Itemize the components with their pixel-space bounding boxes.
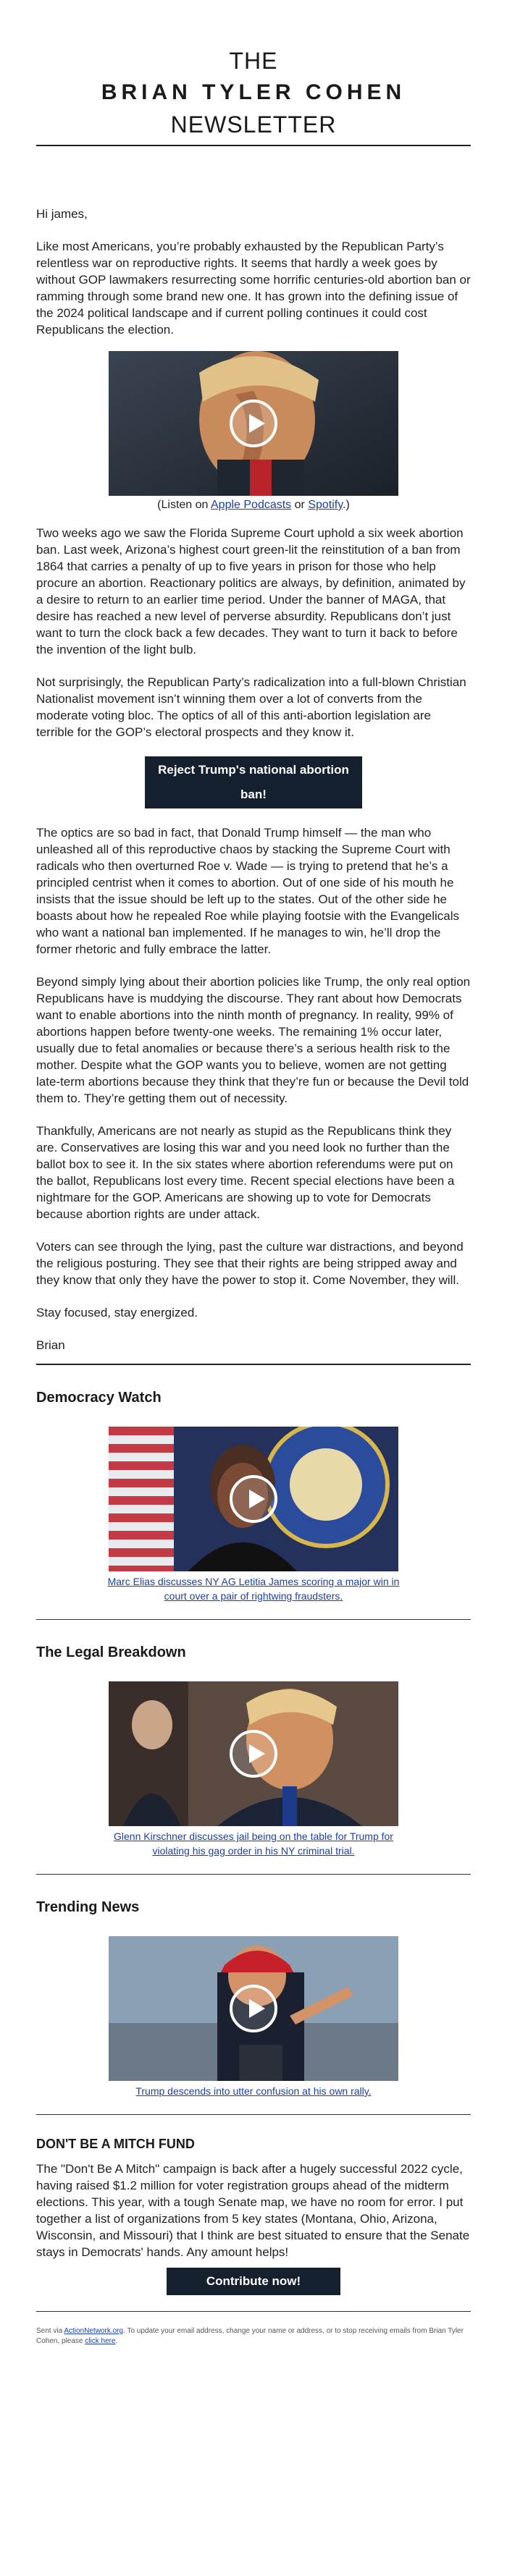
paragraph-1: Like most Americans, you’re probably exhausted by the Republican Party’s relentless war on reproductive rights. It seems that hardly a week goes by without GOP lawmakers resurrecting some horrific centuries-old abortion ban or ramming through some brand new one. It has grown into the defining issue of the 2024 political landscape and if current polling continues it could cost Republicans the election. <box>36 240 471 337</box>
mitch-fund-title: DON'T BE A MITCH FUND <box>36 2137 195 2151</box>
paragraph-5: Beyond simply lying about their abortion policies like Trump, the only real option Republicans have is muddying the discourse. They rant about how Democrats want to enable abortions into the ninth month of pregnancy. In reality, 99% of abortions happen before twenty-one weeks. The remaining 1% occur later, usually due to fetal anomalies or because there’s a serious health risk to the mother. Despite what the GOP wants you to believe, women are not getting late-term abortions because they think that they’re fun or because the Devil told them to. They’re getting them out of necessity. <box>36 975 471 1105</box>
listen-or: or <box>291 499 309 511</box>
section-title-legal-breakdown: The Legal Breakdown <box>36 1644 186 1660</box>
apple-podcasts-link[interactable]: Apple Podcasts <box>211 499 292 511</box>
play-icon[interactable] <box>230 1985 277 2032</box>
footer-prefix: Sent via <box>36 2327 64 2335</box>
main-video-thumbnail[interactable] <box>109 351 398 496</box>
actionnetwork-link[interactable]: ActionNetwork.org <box>64 2327 124 2335</box>
play-icon[interactable] <box>230 1475 277 1523</box>
masthead-the: THE <box>229 48 278 74</box>
masthead-divider <box>36 145 471 146</box>
section-divider <box>36 1874 471 1875</box>
paragraph-2: Two weeks ago we saw the Florida Supreme Court uphold a six week abortion ban. Last week, Arizona’s highest court green-lit the reinstitution of a ban from 1864 that carries a penalty of up to five years in prison for those who help procure an abortion. Reactionary politics are always, by definition, animated by a desire to return to an earlier time period. Under the banner of MAGA, that desire has reached a new level of perverse absurdity. Republicans don’t just want to turn the clock back a few decades. They want to turn it back to before the invention of the light bulb. <box>36 526 466 656</box>
trending-news-caption[interactable]: Trump descends into utter confusion at his own rally. <box>135 2085 372 2097</box>
play-icon[interactable] <box>230 1730 277 1778</box>
signoff: Brian <box>36 1338 65 1352</box>
listen-prefix: (Listen on <box>157 499 211 511</box>
section-title-democracy-watch: Democracy Watch <box>36 1390 162 1406</box>
paragraph-6: Thankfully, Americans are not nearly as stupid as the Republicans think they are. Conservatives are losing this war and you need look no further than the ballot box to see it. In the six states where abortion referendums were put on the ballot, Republicans lost every time. Recent special elections have been a nightmare for the GOP. Americans are showing up to vote for Democrats because abortion rights are under attack. <box>36 1124 455 1221</box>
democracy-watch-caption[interactable]: Marc Elias discusses NY AG Letitia James scoring a major win in court over a pair of rightwing fraudsters. <box>107 1576 400 1602</box>
mitch-fund-body: The "Don't Be A Mitch" campaign is back after a hugely successful 2022 cycle, having raised $1.2 million for voter registration groups ahead of the midterm elections. This year, with a tough Senate map, we have no room for error. I put together a list of organizations from 5 key states (Montana, Ohio, Arizona, Wisconsin, and Missouri) that I think are best situated to ensure that the Senate stays in Democrats' hands. Any amount helps! <box>36 2162 470 2259</box>
paragraph-4: The optics are so bad in fact, that Donald Trump himself — the man who unleashed all of this reproductive chaos by stacking the Supreme Court with radicals who then overturned Roe v. Wade — is trying to pretend that he’s a principled centrist when it comes to abortion. Out of one side of his mouth he insists that the issue should be left up to the states. Out of the other side he boasts about how he repealed Roe while playing footsie with the Evangelicals who want a national ban implemented. If he manages to win, he’ll drop the former rhetoric and fully embrace the latter. <box>36 826 460 956</box>
section-divider <box>36 2114 471 2115</box>
footer-middle: . To update your email address, change your name or address, or to stop receiving emails from Brian Tyler Cohen, please <box>36 2327 464 2345</box>
democracy-watch-video[interactable] <box>109 1427 398 1571</box>
contribute-button[interactable]: Contribute now! <box>167 2268 340 2295</box>
footer-divider <box>36 2311 471 2312</box>
section-title-trending-news: Trending News <box>36 1899 140 1915</box>
greeting: Hi james, <box>36 207 88 221</box>
paragraph-8: Stay focused, stay energized. <box>36 1306 198 1319</box>
listen-caption <box>36 499 471 512</box>
paragraph-3: Not surprisingly, the Republican Party’s radicalization into a full-blown Christian Nationalist movement isn’t winning them over a lot of converts from the moderate voting bloc. The optics of all of this anti-abortion legislation are terrible for the GOP’s electoral prospects and they know it. <box>36 675 466 739</box>
footer-end: . <box>115 2337 118 2345</box>
masthead-name: BRIAN TYLER COHEN <box>101 80 406 104</box>
spotify-link[interactable]: Spotify <box>308 499 343 511</box>
listen-suffix: .) <box>343 499 350 511</box>
paragraph-7: Voters can see through the lying, past the culture war distractions, and beyond the religious posturing. They see that their rights are being stripped away and they know that only they have the power to stop it. Come November, they will. <box>36 1240 464 1287</box>
unsubscribe-link[interactable]: click here <box>85 2337 116 2345</box>
legal-breakdown-caption[interactable]: Glenn Kirschner discusses jail being on the table for Trump for violating his gag order in his NY criminal trial. <box>114 1830 393 1857</box>
section-divider <box>36 1364 471 1365</box>
section-divider <box>36 1619 471 1620</box>
legal-breakdown-video[interactable] <box>109 1681 398 1826</box>
play-icon[interactable] <box>230 400 277 447</box>
masthead-newsletter: NEWSLETTER <box>170 111 337 138</box>
reject-ban-button[interactable]: Reject Trump's national abortion ban! <box>145 756 362 808</box>
masthead <box>36 0 471 145</box>
footer-text <box>36 2326 471 2347</box>
trending-news-video[interactable] <box>109 1936 398 2081</box>
